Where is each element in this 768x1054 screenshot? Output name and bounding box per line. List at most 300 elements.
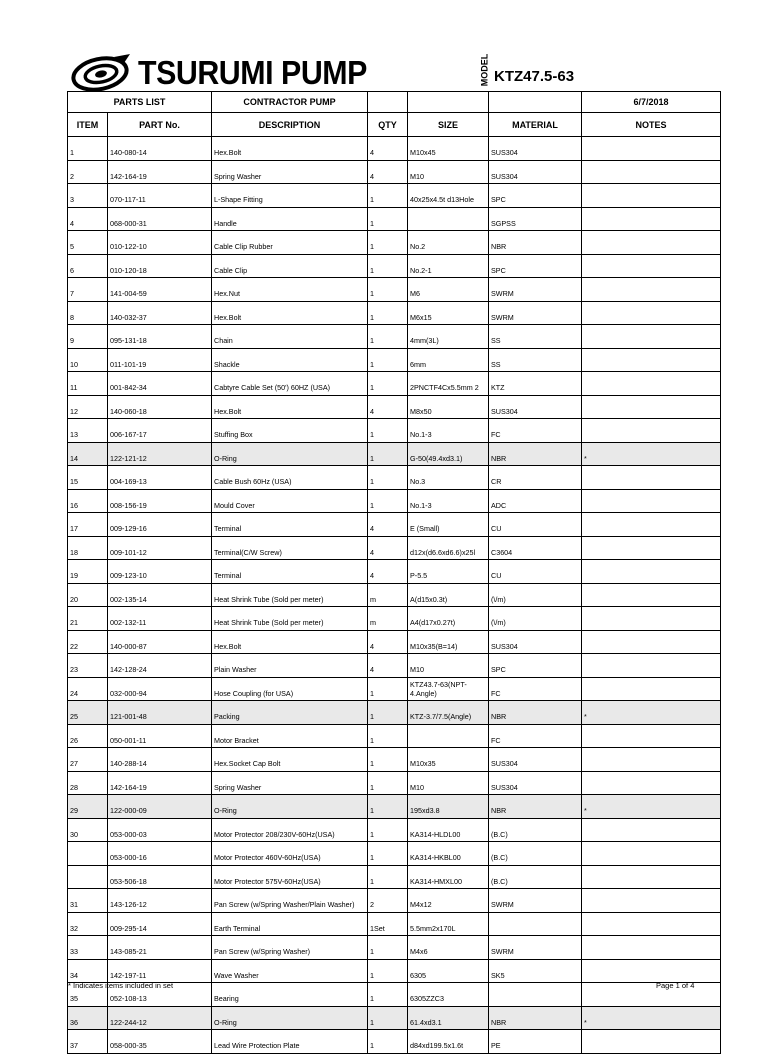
cell-part-no: 010-122-10 (108, 231, 212, 255)
cell-part-no: 141-004-59 (108, 278, 212, 302)
cell-notes (582, 912, 721, 936)
cell-qty: 1 (368, 301, 408, 325)
cell-item: 37 (68, 1030, 108, 1054)
cell-qty: 4 (368, 160, 408, 184)
cell-part-no: 002-135-14 (108, 583, 212, 607)
cell-description: Cable Bush 60Hz (USA) (212, 466, 368, 490)
cell-item (68, 842, 108, 866)
cell-qty: 1 (368, 677, 408, 701)
cell-notes (582, 748, 721, 772)
cell-material: C3604 (489, 536, 582, 560)
cell-notes (582, 724, 721, 748)
product-type: CONTRACTOR PUMP (212, 92, 368, 113)
cell-item: 22 (68, 630, 108, 654)
cell-qty: 1 (368, 325, 408, 349)
cell-qty: m (368, 583, 408, 607)
cell-qty: 1 (368, 1006, 408, 1030)
cell-description: Chain (212, 325, 368, 349)
cell-notes (582, 818, 721, 842)
cell-qty: 1 (368, 865, 408, 889)
brand-logo (70, 52, 387, 94)
cell-description: Pan Screw (w/Spring Washer/Plain Washer) (212, 889, 368, 913)
cell-description: Bearing (212, 983, 368, 1007)
cell-notes (582, 137, 721, 161)
cell-description: Terminal (212, 513, 368, 537)
cell-size: 61.4xd3.1 (408, 1006, 489, 1030)
cell-material: SUS304 (489, 160, 582, 184)
cell-size: M10x45 (408, 137, 489, 161)
cell-material: CU (489, 513, 582, 537)
cell-qty: 1 (368, 959, 408, 983)
title-blank-size (408, 92, 489, 113)
cell-qty: 4 (368, 630, 408, 654)
table-row (68, 724, 721, 748)
cell-item: 25 (68, 701, 108, 725)
cell-notes (582, 959, 721, 983)
cell-size: M10 (408, 160, 489, 184)
cell-qty: 1 (368, 983, 408, 1007)
cell-material: NBR (489, 1006, 582, 1030)
cell-material: (B.C) (489, 818, 582, 842)
cell-notes (582, 536, 721, 560)
cell-part-no: 140-000-87 (108, 630, 212, 654)
table-row (68, 348, 721, 372)
col-header-size: SIZE (408, 113, 489, 137)
cell-material: SWRM (489, 301, 582, 325)
cell-qty: 1 (368, 372, 408, 396)
parts-table (67, 91, 721, 1054)
cell-qty: 1 (368, 184, 408, 208)
cell-size: 6mm (408, 348, 489, 372)
cell-size: G-50(49.4xd3.1) (408, 442, 489, 466)
col-header-item: ITEM (68, 113, 108, 137)
table-row (68, 560, 721, 584)
cell-item: 19 (68, 560, 108, 584)
cell-size: No.1-3 (408, 489, 489, 513)
cell-item: 13 (68, 419, 108, 443)
cell-description: Stuffing Box (212, 419, 368, 443)
table-row (68, 654, 721, 678)
table-row (68, 325, 721, 349)
cell-notes (582, 936, 721, 960)
cell-material: SPC (489, 254, 582, 278)
cell-material: SS (489, 325, 582, 349)
page-number: Page 1 of 4 (656, 981, 695, 990)
cell-notes (582, 889, 721, 913)
parts-list-title: PARTS LIST (68, 92, 212, 113)
cell-material: CR (489, 466, 582, 490)
cell-material: SUS304 (489, 771, 582, 795)
cell-description: Handle (212, 207, 368, 231)
cell-item: 2 (68, 160, 108, 184)
cell-size: 6305 (408, 959, 489, 983)
col-header-qty: QTY (368, 113, 408, 137)
cell-qty: 1 (368, 254, 408, 278)
cell-part-no: 142-164-19 (108, 771, 212, 795)
table-row (68, 912, 721, 936)
cell-item: 34 (68, 959, 108, 983)
cell-notes: * (582, 442, 721, 466)
title-blank-qty (368, 92, 408, 113)
cell-part-no: 009-295-14 (108, 912, 212, 936)
cell-description: Spring Washer (212, 160, 368, 184)
table-row (68, 513, 721, 537)
cell-description: Motor Protector 460V-60Hz(USA) (212, 842, 368, 866)
cell-item: 32 (68, 912, 108, 936)
brand-name: TSURUMI PUMP (138, 54, 367, 91)
cell-part-no: 142-197-11 (108, 959, 212, 983)
cell-size: M10 (408, 771, 489, 795)
cell-material: SGPSS (489, 207, 582, 231)
cell-notes (582, 254, 721, 278)
table-row (68, 607, 721, 631)
cell-part-no: 058-000-35 (108, 1030, 212, 1054)
cell-qty: 1 (368, 466, 408, 490)
cell-material: ADC (489, 489, 582, 513)
table-row (68, 536, 721, 560)
cell-part-no: 053-506-18 (108, 865, 212, 889)
cell-notes (582, 654, 721, 678)
cell-material: SPC (489, 184, 582, 208)
cell-size: d84xd199.5x1.6t (408, 1030, 489, 1054)
cell-item: 15 (68, 466, 108, 490)
cell-qty: 4 (368, 560, 408, 584)
cell-notes (582, 160, 721, 184)
col-header-material: MATERIAL (489, 113, 582, 137)
cell-description: Cabtyre Cable Set (50') 60HZ (USA) (212, 372, 368, 396)
cell-item: 21 (68, 607, 108, 631)
cell-description: Shackle (212, 348, 368, 372)
cell-description: O-Ring (212, 795, 368, 819)
cell-size: 195xd3.8 (408, 795, 489, 819)
cell-size: KA314-HMXL00 (408, 865, 489, 889)
cell-part-no: 052-108-13 (108, 983, 212, 1007)
cell-size: 4mm(3L) (408, 325, 489, 349)
cell-item: 36 (68, 1006, 108, 1030)
table-row (68, 278, 721, 302)
cell-notes (582, 348, 721, 372)
cell-size: M4x12 (408, 889, 489, 913)
table-row (68, 372, 721, 396)
cell-item: 10 (68, 348, 108, 372)
cell-part-no: 050-001-11 (108, 724, 212, 748)
column-header-row (68, 113, 721, 137)
parts-table-body (68, 137, 721, 1054)
table-row (68, 795, 721, 819)
cell-qty: 4 (368, 395, 408, 419)
cell-size: d12x(d6.6xd6.6)x25l (408, 536, 489, 560)
cell-material: SPC (489, 654, 582, 678)
cell-size: M10x35(B=14) (408, 630, 489, 654)
cell-item: 4 (68, 207, 108, 231)
cell-part-no: 122-000-09 (108, 795, 212, 819)
cell-notes (582, 607, 721, 631)
cell-description: Hex.Bolt (212, 630, 368, 654)
cell-size: A(d15x0.3t) (408, 583, 489, 607)
cell-notes (582, 513, 721, 537)
table-row (68, 254, 721, 278)
cell-item: 9 (68, 325, 108, 349)
table-row (68, 1030, 721, 1054)
table-row (68, 865, 721, 889)
cell-item: 20 (68, 583, 108, 607)
cell-notes (582, 865, 721, 889)
table-row (68, 889, 721, 913)
col-header-notes: NOTES (582, 113, 721, 137)
table-row (68, 748, 721, 772)
table-row (68, 583, 721, 607)
cell-notes (582, 771, 721, 795)
cell-notes (582, 372, 721, 396)
cell-description: Hex.Bolt (212, 301, 368, 325)
cell-item: 8 (68, 301, 108, 325)
cell-size: M6 (408, 278, 489, 302)
cell-notes (582, 583, 721, 607)
cell-material: SUS304 (489, 748, 582, 772)
cell-qty: 1 (368, 701, 408, 725)
cell-material: CU (489, 560, 582, 584)
cell-item: 27 (68, 748, 108, 772)
cell-qty: 1 (368, 348, 408, 372)
cell-part-no: 140-060-18 (108, 395, 212, 419)
cell-size: M10 (408, 654, 489, 678)
cell-notes (582, 1030, 721, 1054)
cell-part-no: 140-080-14 (108, 137, 212, 161)
cell-material: SWRM (489, 936, 582, 960)
cell-size: No.2 (408, 231, 489, 255)
cell-size: No.2-1 (408, 254, 489, 278)
cell-part-no: 140-288-14 (108, 748, 212, 772)
cell-part-no: 142-164-19 (108, 160, 212, 184)
cell-size: KA314-HLDL00 (408, 818, 489, 842)
cell-part-no: 004-169-13 (108, 466, 212, 490)
cell-material: SUS304 (489, 630, 582, 654)
cell-size: M4x6 (408, 936, 489, 960)
cell-description: O-Ring (212, 1006, 368, 1030)
table-row (68, 184, 721, 208)
cell-qty: 1 (368, 207, 408, 231)
cell-notes (582, 395, 721, 419)
cell-material: FC (489, 724, 582, 748)
cell-part-no: 009-123-10 (108, 560, 212, 584)
cell-notes: * (582, 1006, 721, 1030)
cell-part-no: 001-842-34 (108, 372, 212, 396)
cell-part-no: 008-156-19 (108, 489, 212, 513)
cell-material: SUS304 (489, 395, 582, 419)
cell-qty: 1 (368, 818, 408, 842)
cell-item: 7 (68, 278, 108, 302)
cell-notes (582, 184, 721, 208)
cell-qty: 1 (368, 489, 408, 513)
cell-notes (582, 419, 721, 443)
cell-notes (582, 489, 721, 513)
cell-material: SWRM (489, 889, 582, 913)
cell-size: P-5.5 (408, 560, 489, 584)
cell-material: SK5 (489, 959, 582, 983)
cell-description: Lead Wire Protection Plate (212, 1030, 368, 1054)
cell-item: 3 (68, 184, 108, 208)
cell-qty: 1 (368, 1030, 408, 1054)
cell-item: 30 (68, 818, 108, 842)
table-row (68, 231, 721, 255)
cell-qty: m (368, 607, 408, 631)
cell-material: (\/m) (489, 583, 582, 607)
footnote: * Indicates items included in set (68, 981, 174, 990)
table-row (68, 771, 721, 795)
cell-item: 17 (68, 513, 108, 537)
table-row (68, 701, 721, 725)
cell-item: 5 (68, 231, 108, 255)
table-row (68, 419, 721, 443)
cell-description: Pan Screw (w/Spring Washer) (212, 936, 368, 960)
cell-size (408, 724, 489, 748)
cell-size: KTZ43.7-63(NPT-4.Angle) (408, 677, 489, 701)
cell-material: (\/m) (489, 607, 582, 631)
cell-notes (582, 842, 721, 866)
table-row (68, 630, 721, 654)
cell-notes: * (582, 795, 721, 819)
cell-notes (582, 560, 721, 584)
cell-part-no: 009-129-16 (108, 513, 212, 537)
cell-item: 28 (68, 771, 108, 795)
cell-item: 6 (68, 254, 108, 278)
cell-material: FC (489, 677, 582, 701)
cell-qty: 4 (368, 654, 408, 678)
table-row (68, 395, 721, 419)
cell-size: 40x25x4.5t d13Hole (408, 184, 489, 208)
cell-item: 29 (68, 795, 108, 819)
cell-notes (582, 278, 721, 302)
cell-notes (582, 677, 721, 701)
cell-part-no: 122-121-12 (108, 442, 212, 466)
cell-size: No.1-3 (408, 419, 489, 443)
cell-part-no: 053-000-16 (108, 842, 212, 866)
cell-material: NBR (489, 701, 582, 725)
col-header-part-no: PART No. (108, 113, 212, 137)
cell-item: 24 (68, 677, 108, 701)
cell-description: Plain Washer (212, 654, 368, 678)
cell-qty: 1 (368, 278, 408, 302)
cell-material: KTZ (489, 372, 582, 396)
cell-material: NBR (489, 442, 582, 466)
cell-notes (582, 466, 721, 490)
cell-size: KA314-HKBL00 (408, 842, 489, 866)
cell-part-no: 011-101-19 (108, 348, 212, 372)
model-label: MODEL (479, 53, 489, 87)
cell-item: 1 (68, 137, 108, 161)
cell-material: (B.C) (489, 865, 582, 889)
cell-notes (582, 207, 721, 231)
table-row (68, 442, 721, 466)
cell-item: 16 (68, 489, 108, 513)
cell-part-no: 122-244-12 (108, 1006, 212, 1030)
cell-size: No.3 (408, 466, 489, 490)
cell-description: Hex.Bolt (212, 137, 368, 161)
cell-size (408, 207, 489, 231)
table-row (68, 842, 721, 866)
cell-item: 33 (68, 936, 108, 960)
cell-description: Wave Washer (212, 959, 368, 983)
cell-part-no: 143-085-21 (108, 936, 212, 960)
cell-item: 31 (68, 889, 108, 913)
cell-material: (B.C) (489, 842, 582, 866)
cell-description: Cable Clip Rubber (212, 231, 368, 255)
cell-description: Hex.Nut (212, 278, 368, 302)
cell-item: 26 (68, 724, 108, 748)
cell-part-no: 053-000-03 (108, 818, 212, 842)
cell-size: 6305ZZC3 (408, 983, 489, 1007)
cell-item: 14 (68, 442, 108, 466)
cell-notes (582, 983, 721, 1007)
cell-part-no: 070-117-11 (108, 184, 212, 208)
table-row (68, 207, 721, 231)
cell-part-no: 002-132-11 (108, 607, 212, 631)
table-row (68, 936, 721, 960)
cell-qty: 1 (368, 231, 408, 255)
cell-description: Mould Cover (212, 489, 368, 513)
cell-qty: 1 (368, 936, 408, 960)
cell-material: FC (489, 419, 582, 443)
cell-material: NBR (489, 231, 582, 255)
cell-item (68, 865, 108, 889)
cell-part-no: 143-126-12 (108, 889, 212, 913)
table-row (68, 959, 721, 983)
cell-material: PE (489, 1030, 582, 1054)
cell-description: Heat Shrink Tube (Sold per meter) (212, 607, 368, 631)
model-number: KTZ47.5-63 (494, 68, 575, 85)
cell-description: Hose Coupling (for USA) (212, 677, 368, 701)
cell-qty: 1 (368, 771, 408, 795)
cell-size: M8x50 (408, 395, 489, 419)
cell-part-no: 006-167-17 (108, 419, 212, 443)
cell-description: Motor Bracket (212, 724, 368, 748)
cell-qty: 1Set (368, 912, 408, 936)
cell-part-no: 095-131-18 (108, 325, 212, 349)
table-row (68, 160, 721, 184)
cell-item: 23 (68, 654, 108, 678)
cell-notes: * (582, 701, 721, 725)
cell-qty: 4 (368, 536, 408, 560)
cell-qty: 4 (368, 513, 408, 537)
cell-description: Motor Protector 208/230V-60Hz(USA) (212, 818, 368, 842)
cell-qty: 2 (368, 889, 408, 913)
col-header-description: DESCRIPTION (212, 113, 368, 137)
cell-material: SS (489, 348, 582, 372)
cell-part-no: 009-101-12 (108, 536, 212, 560)
cell-item: 11 (68, 372, 108, 396)
table-row (68, 301, 721, 325)
cell-part-no: 010-120-18 (108, 254, 212, 278)
cell-part-no: 032-000-94 (108, 677, 212, 701)
cell-part-no: 121-001-48 (108, 701, 212, 725)
cell-description: Terminal (212, 560, 368, 584)
cell-part-no: 140-032-37 (108, 301, 212, 325)
cell-material (489, 983, 582, 1007)
cell-size: KTZ-3.7/7.5(Angle) (408, 701, 489, 725)
cell-qty: 1 (368, 842, 408, 866)
cell-notes (582, 301, 721, 325)
table-row (68, 489, 721, 513)
cell-notes (582, 325, 721, 349)
cell-item: 35 (68, 983, 108, 1007)
cell-qty: 1 (368, 724, 408, 748)
document-date: 6/7/2018 (582, 92, 721, 113)
title-blank-material (489, 92, 582, 113)
cell-size: M10x35 (408, 748, 489, 772)
table-row (68, 818, 721, 842)
cell-item: 18 (68, 536, 108, 560)
cell-qty: 1 (368, 442, 408, 466)
